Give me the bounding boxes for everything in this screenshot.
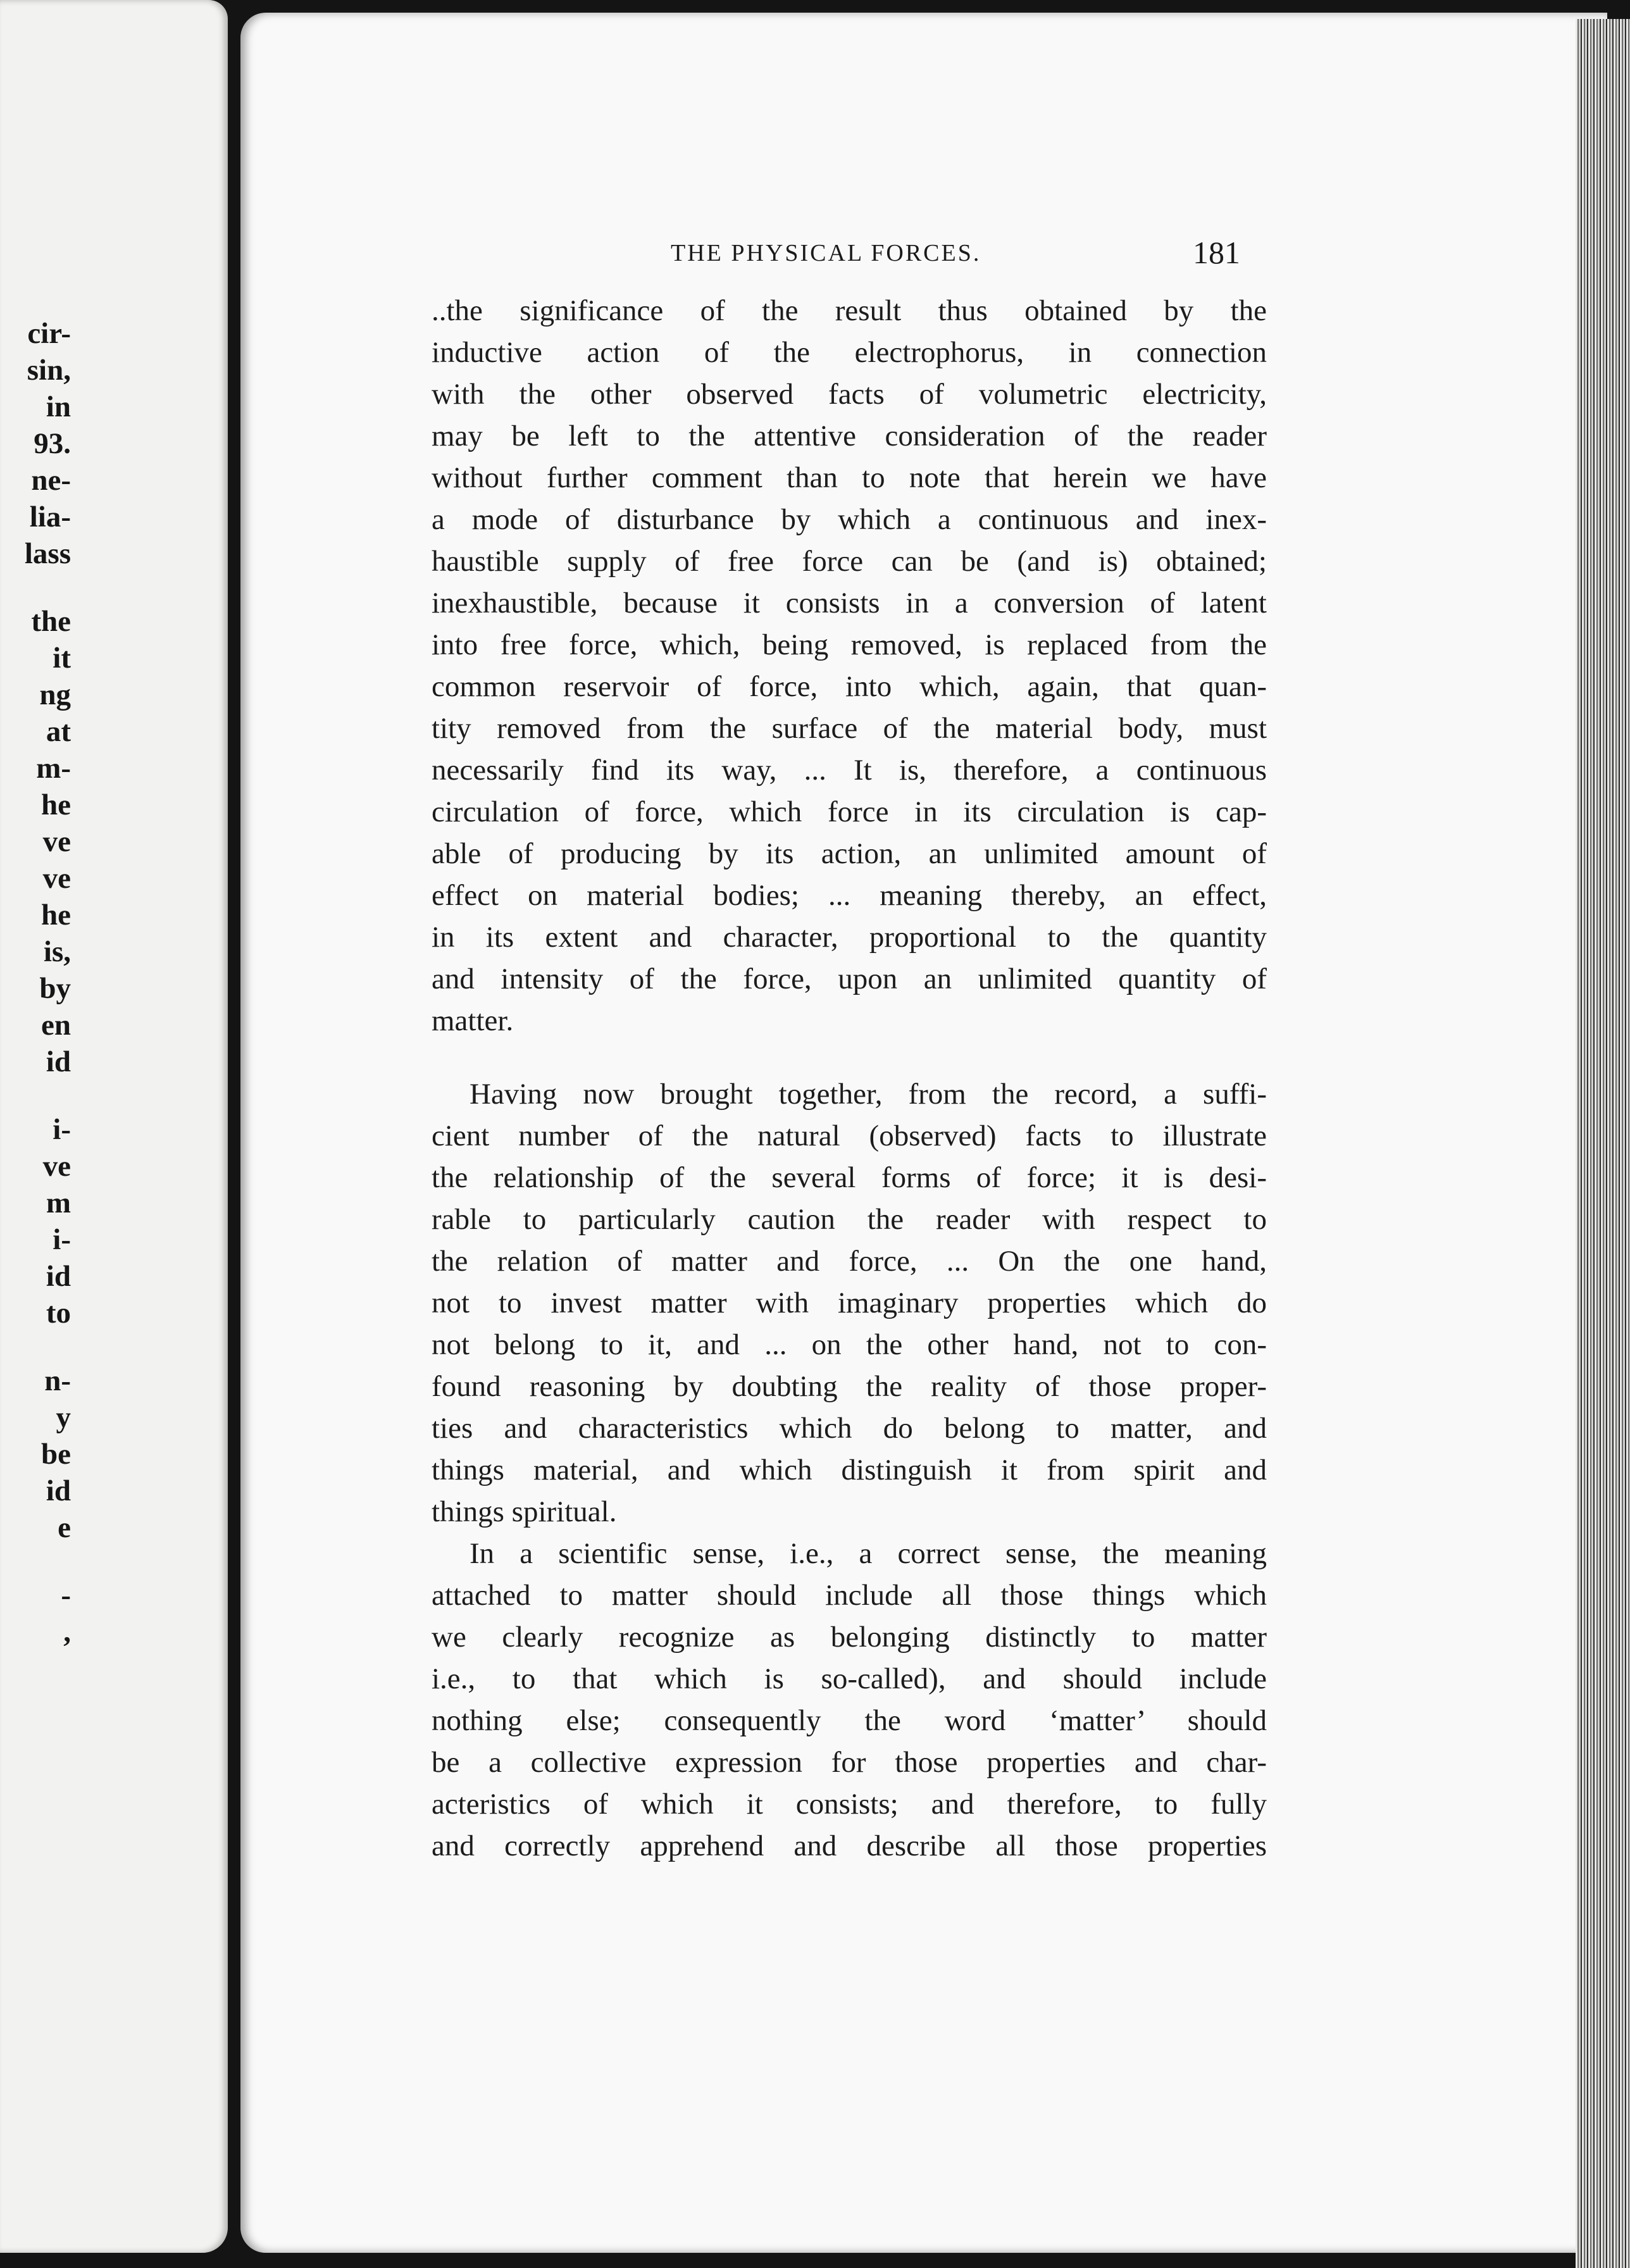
- left-page-fragment: ng: [39, 678, 71, 711]
- left-page-fragment: at: [46, 715, 71, 748]
- left-page-fragment: id: [46, 1045, 71, 1078]
- left-page-fragment: by: [39, 972, 71, 1005]
- left-page-fragment: cir-: [27, 317, 71, 350]
- left-page-fragment: ve: [42, 1150, 71, 1183]
- left-page-fragment: in: [46, 390, 71, 423]
- left-page-fragment: ve: [42, 862, 71, 895]
- left-page-fragment: id: [46, 1260, 71, 1293]
- page-edges: [1576, 19, 1630, 2268]
- body-text: [432, 290, 1267, 1867]
- left-page: [0, 0, 228, 2253]
- left-page-text-fragments: [0, 316, 76, 1898]
- left-page-fragment: lia-: [29, 501, 71, 533]
- text-line: able of producing by its action, an unlimited amount of: [432, 837, 1267, 870]
- text-line: we clearly recognize as belonging distinctly to matter: [432, 1621, 1267, 1654]
- text-line: effect on material bodies; ... meaning thereby, an effect,: [432, 879, 1267, 912]
- left-page-fragment: ve: [42, 825, 71, 858]
- left-page-fragment: to: [46, 1297, 71, 1330]
- left-page-fragment: y: [56, 1401, 71, 1434]
- left-page-fragment: id: [46, 1474, 71, 1507]
- text-line: a mode of disturbance by which a continuous and inex-: [432, 503, 1267, 536]
- text-line: and correctly apprehend and describe all those properties: [432, 1829, 1267, 1862]
- text-line: ties and characteristics which do belong to matter, and: [432, 1412, 1267, 1445]
- text-line: inductive action of the electrophorus, in connection: [432, 336, 1267, 369]
- text-line: nothing else; consequently the word ‘matter’ should: [432, 1704, 1267, 1737]
- page-header: [671, 235, 1240, 273]
- text-line: the relationship of the several forms of force; it is desi-: [432, 1161, 1267, 1194]
- left-page-fragment: 93.: [34, 427, 71, 460]
- text-line: the relation of matter and force, ... On the one hand,: [432, 1245, 1267, 1278]
- text-line: may be left to the attentive consideration of the reader: [432, 420, 1267, 452]
- text-line: without further comment than to note that herein we have: [432, 461, 1267, 494]
- left-page-fragment: -: [61, 1579, 71, 1612]
- left-page-fragment: lass: [24, 537, 71, 570]
- left-page-fragment: the: [31, 605, 71, 638]
- left-page-fragment: ne-: [31, 464, 71, 497]
- text-line: ..the significance of the result thus obtained by the: [432, 294, 1267, 327]
- text-line: cient number of the natural (observed) facts to illustrate: [432, 1119, 1267, 1152]
- text-line: Having now brought together, from the record, a suffi-: [470, 1078, 1267, 1111]
- left-page-fragment: he: [41, 899, 71, 932]
- left-page-fragment: m: [46, 1187, 71, 1219]
- paragraph: [432, 290, 1267, 1042]
- left-page-fragment: be: [41, 1438, 71, 1471]
- left-page-fragment: e: [58, 1511, 71, 1544]
- left-page-fragment: it: [53, 642, 71, 675]
- text-line: common reservoir of force, into which, again, that quan-: [432, 670, 1267, 703]
- text-line: i.e., to that which is so-called), and should include: [432, 1662, 1267, 1695]
- text-line: things material, and which distinguish it from spirit and: [432, 1454, 1267, 1486]
- text-line: tity removed from the surface of the material body, must: [432, 712, 1267, 745]
- left-page-fragment: m-: [36, 752, 71, 785]
- text-line: be a collective expression for those properties and char-: [432, 1746, 1267, 1779]
- text-line: found reasoning by doubting the reality of those proper-: [432, 1370, 1267, 1403]
- text-line: circulation of force, which force in its circulation is cap-: [432, 795, 1267, 828]
- text-line: into free force, which, being removed, is replaced from the: [432, 628, 1267, 661]
- text-line: not to invest matter with imaginary properties which do: [432, 1287, 1267, 1319]
- left-page-fragment: en: [41, 1009, 71, 1042]
- left-page-fragment: n-: [44, 1364, 71, 1397]
- left-page-fragment: sin,: [27, 354, 71, 387]
- page-number: 181: [1193, 235, 1240, 270]
- text-line: In a scientific sense, i.e., a correct sense, the meaning: [470, 1537, 1267, 1570]
- left-page-fragment: ,: [63, 1616, 71, 1648]
- text-line: haustible supply of free force can be (and is) obtained;: [432, 545, 1267, 578]
- paragraph: [432, 1073, 1267, 1533]
- text-line: inexhaustible, because it consists in a conversion of latent: [432, 587, 1267, 620]
- text-line: acteristics of which it consists; and therefore, to fully: [432, 1788, 1267, 1821]
- text-line: with the other observed facts of volumetric electricity,: [432, 378, 1267, 411]
- text-line: not belong to it, and ... on the other hand, not to con-: [432, 1328, 1267, 1361]
- left-page-fragment: i-: [53, 1113, 71, 1146]
- left-page-fragment: is,: [43, 935, 71, 968]
- text-line: and intensity of the force, upon an unlimited quantity of: [432, 963, 1267, 995]
- left-page-fragment: i-: [53, 1223, 71, 1256]
- left-page-fragment: he: [41, 788, 71, 821]
- text-line: rable to particularly caution the reader with respect to: [432, 1203, 1267, 1236]
- text-line: attached to matter should include all those things which: [432, 1579, 1267, 1612]
- paragraph: [432, 1533, 1267, 1867]
- text-line: in its extent and character, proportional to the quantity: [432, 921, 1267, 954]
- text-line: matter.: [432, 1004, 514, 1037]
- running-title: THE PHYSICAL FORCES.: [671, 240, 981, 266]
- text-line: things spiritual.: [432, 1495, 617, 1528]
- text-line: necessarily find its way, ... It is, therefore, a continuous: [432, 754, 1267, 787]
